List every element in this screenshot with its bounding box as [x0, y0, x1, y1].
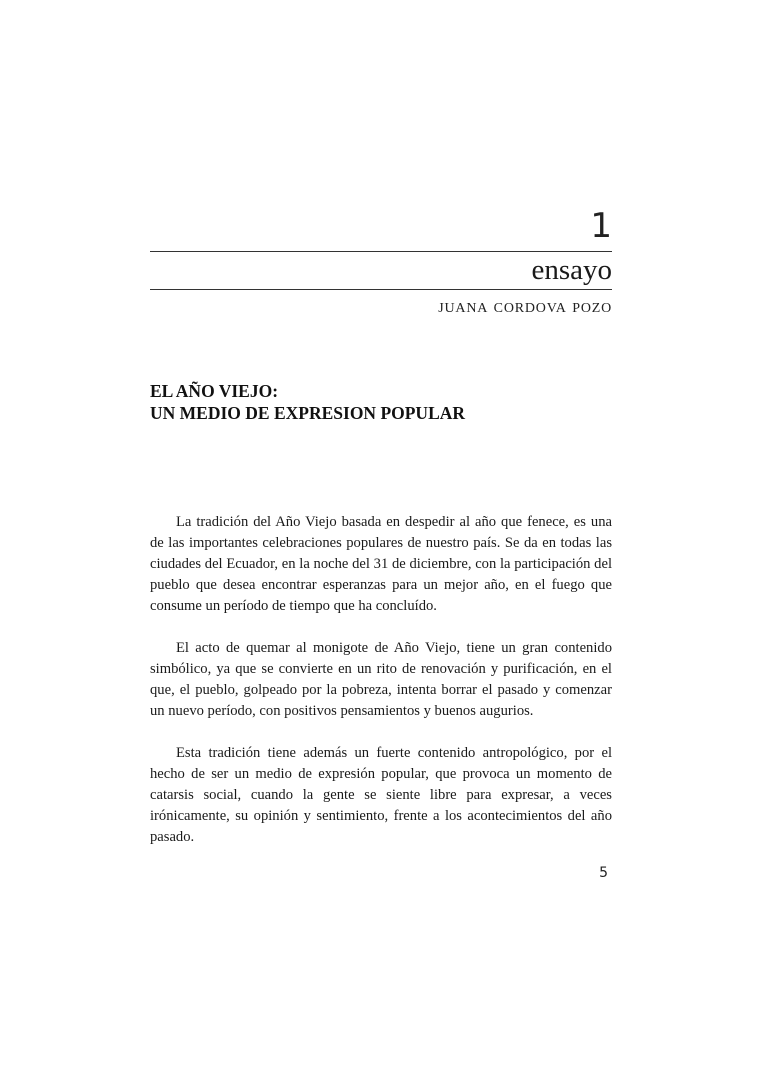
paragraph-3: Esta tradición tiene además un fuerte contenido antropológico, por el hecho de ser un medio de expresión popular, que provoca un momento de catarsis social, cuando la gente se siente libre para expresar, a veces irónicamente, su opinión y sentimiento, frente a los acontecimientos del año pasado. — [150, 745, 612, 845]
section-label: ensayo — [531, 254, 612, 286]
page-number: 5 — [599, 865, 608, 881]
chapter-number: 1 — [590, 206, 612, 246]
author-name: JUANA CORDOVA POZO — [438, 301, 612, 316]
paragraph-1: La tradición del Año Viejo basada en despedir al año que fenece, es una de las importantes celebraciones populares de nuestro país. Se da en todas las ciudades del Ecuador, en la noche del 31 de diciembre, con la participación del pueblo que desea encontrar esperanzas para un mejor año, en el fuego que consume un período de tiempo que ha concluído. — [150, 514, 612, 614]
article-body — [150, 512, 612, 869]
title-line-2: UN MEDIO DE EXPRESION POPULAR — [150, 403, 466, 423]
header-rule-bottom — [150, 289, 612, 290]
title-line-1: EL AÑO VIEJO: — [150, 381, 279, 401]
article-title — [150, 380, 612, 424]
paragraph-2: El acto de quemar al monigote de Año Viejo, tiene un gran contenido simbólico, ya que se convierte en un rito de renovación y purificación, en el que, el pueblo, golpeado por la pobreza, intenta borrar el pasado y comenzar un nuevo período, con positivos pensamientos y buenos augurios. — [150, 640, 612, 719]
